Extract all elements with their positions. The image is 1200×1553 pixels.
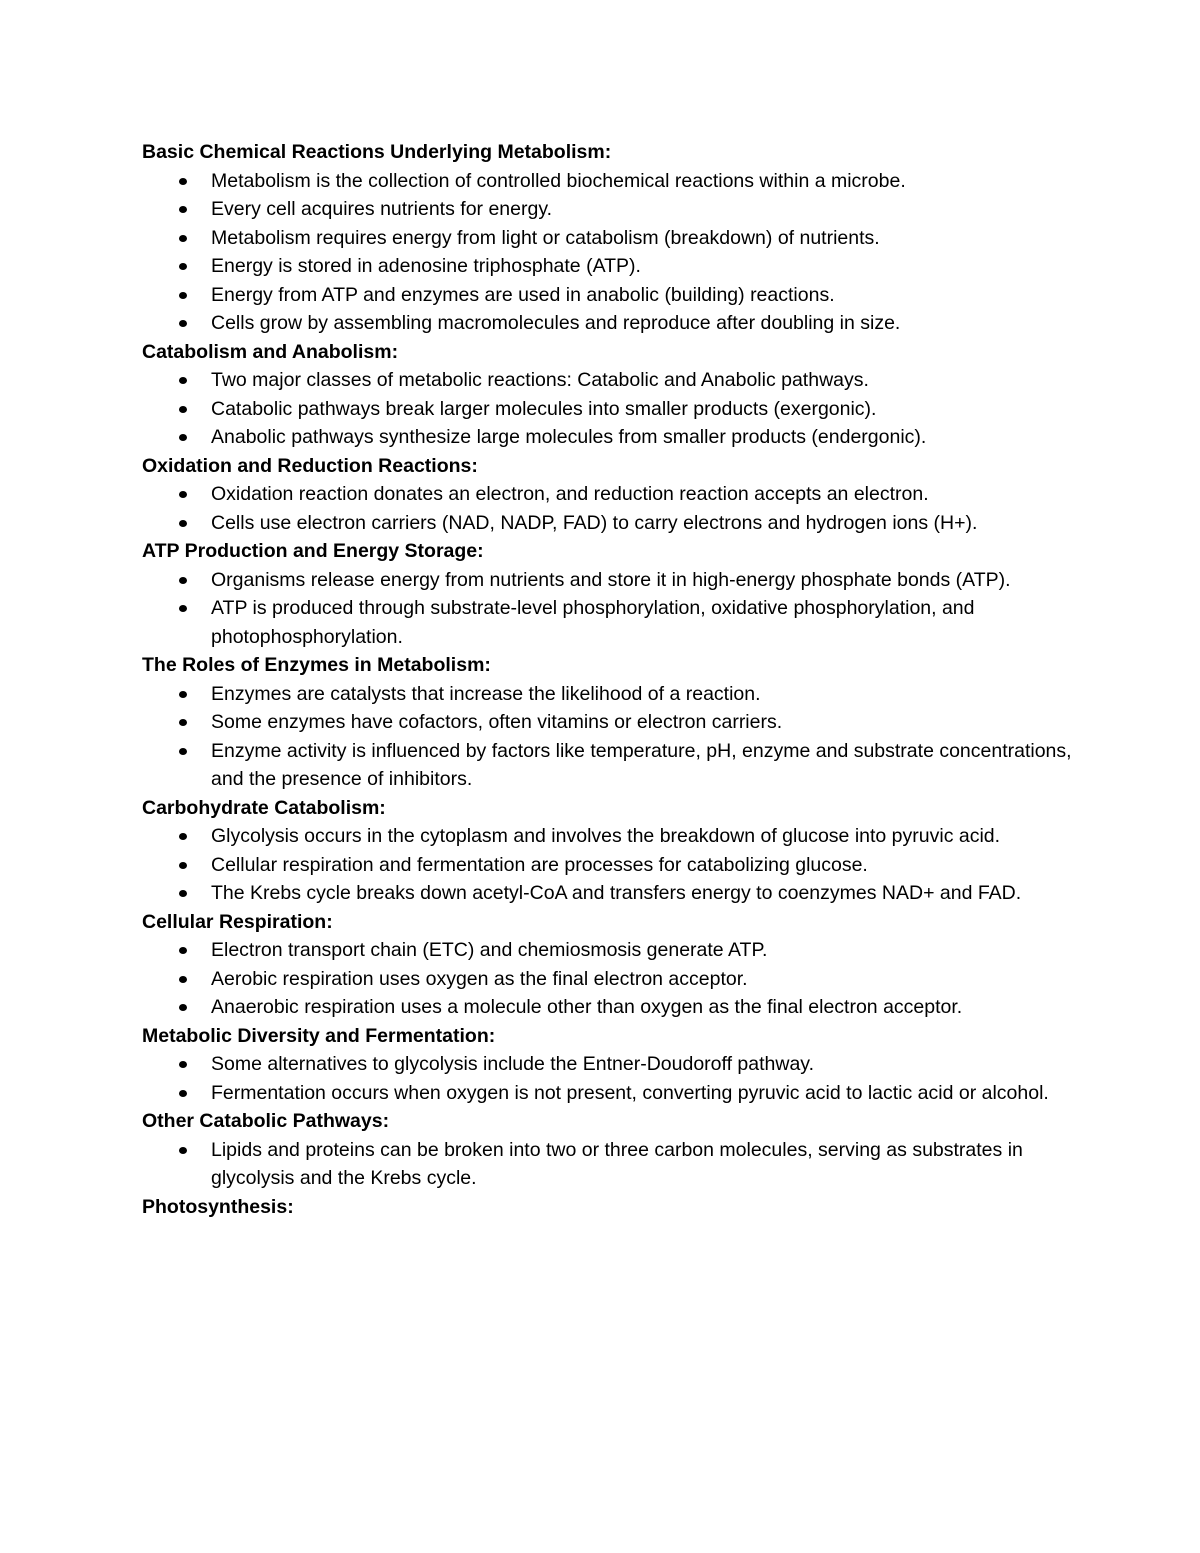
- list-item: [142, 708, 1072, 737]
- list-item-text: Electron transport chain (ETC) and chemiosmosis generate ATP.: [211, 939, 768, 961]
- bullet-list: [142, 167, 1072, 338]
- list-item-text: Oxidation reaction donates an electron, and reduction reaction accepts an electron.: [211, 483, 929, 505]
- list-item: [142, 423, 1072, 452]
- bullet-list: [142, 1050, 1072, 1107]
- list-item-text: Some enzymes have cofactors, often vitamins or electron carriers.: [211, 711, 783, 733]
- list-item: [142, 167, 1072, 196]
- list-item: [142, 395, 1072, 424]
- bullet-list: [142, 822, 1072, 908]
- list-item-text: Organisms release energy from nutrients and store it in high-energy phosphate bonds (ATP).: [211, 568, 1011, 591]
- list-item: [142, 1136, 1072, 1193]
- list-item: [142, 281, 1072, 310]
- list-item-text: Anabolic pathways synthesize large molecules from smaller products (endergonic).: [211, 426, 927, 448]
- section-heading: Oxidation and Reduction Reactions:: [142, 454, 478, 477]
- list-item: [142, 879, 1072, 908]
- list-item: [142, 965, 1072, 994]
- bullet-icon: [179, 377, 187, 384]
- section-heading: Photosynthesis:: [142, 1195, 294, 1218]
- bullet-icon: [179, 691, 187, 698]
- bullet-icon: [179, 491, 187, 498]
- section-heading: Metabolic Diversity and Fermentation:: [142, 1024, 496, 1047]
- list-item: [142, 195, 1072, 224]
- section-heading: Carbohydrate Catabolism:: [142, 796, 386, 819]
- list-item: [142, 680, 1072, 709]
- bullet-list: [142, 1136, 1072, 1193]
- list-item-text: Energy is stored in adenosine triphosphate (ATP).: [211, 255, 641, 277]
- list-item-text: ATP is produced through substrate-level phosphorylation, oxidative phosphorylation, and photophosphorylation.: [211, 597, 975, 648]
- bullet-icon: [179, 1090, 187, 1097]
- list-item-text: Cells grow by assembling macromolecules and reproduce after doubling in size.: [211, 312, 901, 334]
- list-item: [142, 309, 1072, 338]
- section-heading: The Roles of Enzymes in Metabolism:: [142, 654, 491, 676]
- list-item-text: Energy from ATP and enzymes are used in anabolic (building) reactions.: [211, 283, 835, 306]
- section: [142, 338, 1072, 452]
- bullet-icon: [179, 520, 187, 527]
- list-item-text: Cellular respiration and fermentation are processes for catabolizing glucose.: [211, 853, 868, 876]
- bullet-icon: [179, 947, 187, 954]
- section: [142, 651, 1072, 794]
- list-item-text: Every cell acquires nutrients for energy.: [211, 198, 553, 220]
- bullet-icon: [179, 1147, 187, 1154]
- bullet-icon: [179, 605, 187, 612]
- bullet-icon: [179, 263, 187, 270]
- section: [142, 1022, 1072, 1108]
- bullet-icon: [179, 719, 187, 726]
- list-item-text: The Krebs cycle breaks down acetyl-CoA and transfers energy to coenzymes NAD+ and FAD.: [211, 882, 1022, 904]
- bullet-icon: [179, 890, 187, 897]
- bullet-icon: [179, 406, 187, 413]
- list-item: [142, 366, 1072, 395]
- list-item-text: Catabolic pathways break larger molecules into smaller products (exergonic).: [211, 397, 877, 420]
- bullet-icon: [179, 748, 187, 755]
- section: [142, 452, 1072, 538]
- list-item: [142, 851, 1072, 880]
- list-item: [142, 993, 1072, 1022]
- bullet-icon: [179, 577, 187, 584]
- bullet-icon: [179, 1004, 187, 1011]
- document-page: [142, 138, 1072, 1221]
- list-item-text: Glycolysis occurs in the cytoplasm and involves the breakdown of glucose into pyruvic acid.: [211, 825, 1001, 847]
- list-item-text: Some alternatives to glycolysis include the Entner-Doudoroff pathway.: [211, 1053, 815, 1075]
- section-heading: Basic Chemical Reactions Underlying Metabolism:: [142, 141, 612, 163]
- bullet-icon: [179, 434, 187, 441]
- list-item-text: Cells use electron carriers (NAD, NADP, FAD) to carry electrons and hydrogen ions (H+).: [211, 511, 978, 534]
- section-heading: ATP Production and Energy Storage:: [142, 540, 484, 562]
- list-item: [142, 594, 1072, 651]
- bullet-list: [142, 366, 1072, 452]
- bullet-icon: [179, 862, 187, 869]
- bullet-icon: [179, 976, 187, 983]
- bullet-list: [142, 480, 1072, 537]
- section: [142, 138, 1072, 338]
- list-item-text: Lipids and proteins can be broken into two or three carbon molecules, serving as substrates in glycolysis and the Krebs cycle.: [211, 1138, 1023, 1189]
- section-heading: Other Catabolic Pathways:: [142, 1110, 390, 1132]
- list-item-text: Enzymes are catalysts that increase the likelihood of a reaction.: [211, 682, 761, 705]
- section-heading: Cellular Respiration:: [142, 910, 333, 933]
- bullet-icon: [179, 292, 187, 299]
- list-item: [142, 224, 1072, 253]
- list-item: [142, 480, 1072, 509]
- section: [142, 794, 1072, 908]
- list-item-text: Aerobic respiration uses oxygen as the final electron acceptor.: [211, 967, 748, 990]
- list-item: [142, 509, 1072, 538]
- bullet-icon: [179, 235, 187, 242]
- bullet-list: [142, 936, 1072, 1022]
- bullet-list: [142, 680, 1072, 794]
- bullet-icon: [179, 833, 187, 840]
- list-item: [142, 566, 1072, 595]
- section: [142, 1107, 1072, 1193]
- list-item-text: Metabolism requires energy from light or catabolism (breakdown) of nutrients.: [211, 226, 880, 249]
- list-item: [142, 936, 1072, 965]
- list-item-text: Anaerobic respiration uses a molecule other than oxygen as the final electron acceptor.: [211, 996, 963, 1018]
- section: [142, 537, 1072, 651]
- bullet-icon: [179, 178, 187, 185]
- list-item-text: Fermentation occurs when oxygen is not present, converting pyruvic acid to lactic acid or alcohol.: [211, 1081, 1049, 1104]
- list-item-text: Two major classes of metabolic reactions: Catabolic and Anabolic pathways.: [211, 369, 869, 391]
- bullet-icon: [179, 320, 187, 327]
- section: [142, 908, 1072, 1022]
- list-item: [142, 822, 1072, 851]
- list-item-text: Metabolism is the collection of controlled biochemical reactions within a microbe.: [211, 169, 906, 192]
- list-item: [142, 1050, 1072, 1079]
- bullet-icon: [179, 206, 187, 213]
- section-heading: Catabolism and Anabolism:: [142, 340, 399, 363]
- list-item-text: Enzyme activity is influenced by factors like temperature, pH, enzyme and substrate concentrations, and the presence of inhibitors.: [211, 739, 1072, 790]
- bullet-icon: [179, 1061, 187, 1068]
- list-item: [142, 252, 1072, 281]
- list-item: [142, 737, 1072, 794]
- section: [142, 1193, 1072, 1222]
- list-item: [142, 1079, 1072, 1108]
- bullet-list: [142, 566, 1072, 652]
